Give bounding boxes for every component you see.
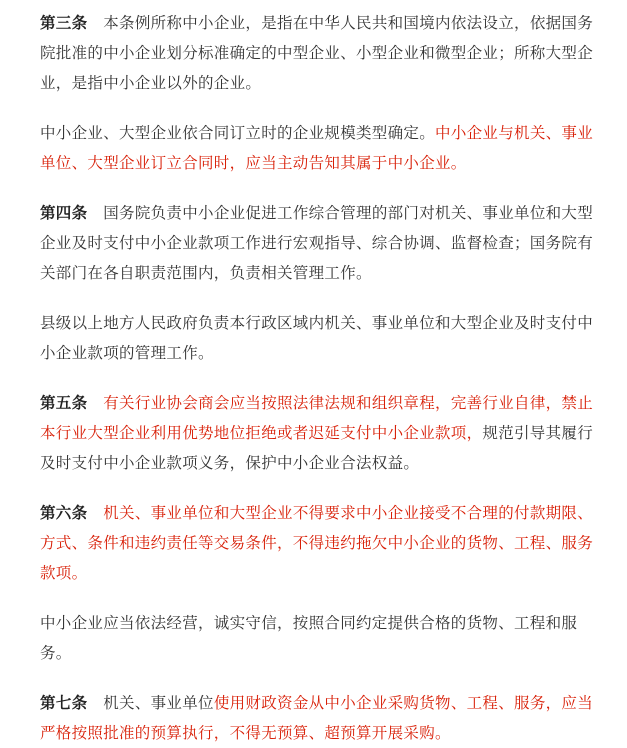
paragraph-text: 机关、事业单位 <box>103 694 214 712</box>
article-number: 第三条 <box>40 14 88 32</box>
paragraph-text: 规范引导其履行及时支付中小企业款项义务，保护中小企业合法权益。 <box>40 424 594 472</box>
paragraph-article-3-contract <box>40 118 607 178</box>
article-number: 第七条 <box>40 694 88 712</box>
paragraph-article-5 <box>40 388 607 478</box>
article-number: 第五条 <box>40 394 88 412</box>
paragraph-article-6-obligation <box>40 608 607 668</box>
highlighted-text: 中小企业与机关、事业单位、大型企业订立合同时，应当主动告知其属于中小企业。 <box>40 124 594 172</box>
highlighted-text: 使用财政资金从中小企业采购货物、工程、服务，应当严格按照批准的预算执行，不得无预算、超预算开展采购。 <box>40 694 594 742</box>
paragraph-article-4 <box>40 198 607 288</box>
paragraph-text: 本条例所称中小企业，是指在中华人民共和国境内依法设立，依据国务院批准的中小企业划分标准确定的中型企业、小型企业和微型企业；所称大型企业，是指中小企业以外的企业。 <box>40 14 594 92</box>
paragraph-text: 中小企业应当依法经营，诚实守信，按照合同约定提供合格的货物、工程和服务。 <box>40 614 578 662</box>
highlighted-text: 机关、事业单位和大型企业不得要求中小企业接受不合理的付款期限、方式、条件和违约责任等交易条件，不得违约拖欠中小企业的货物、工程、服务款项。 <box>40 504 594 582</box>
paragraph-article-4-local <box>40 308 607 368</box>
paragraph-article-6 <box>40 498 607 588</box>
paragraph-text: 中小企业、大型企业依合同订立时的企业规模类型确定。 <box>40 124 436 142</box>
highlighted-text: 有关行业协会商会应当按照法律法规和组织章程，完善行业自律，禁止本行业大型企业利用优势地位拒绝或者迟延支付中小企业款项， <box>40 394 594 442</box>
paragraph-text: 县级以上地方人民政府负责本行政区域内机关、事业单位和大型企业及时支付中小企业款项的管理工作。 <box>40 314 594 362</box>
paragraph-article-7 <box>40 688 607 748</box>
article-number: 第六条 <box>40 504 88 522</box>
paragraph-text: 国务院负责中小企业促进工作综合管理的部门对机关、事业单位和大型企业及时支付中小企业款项工作进行宏观指导、综合协调、监督检查；国务院有关部门在各自职责范围内，负责相关管理工作。 <box>40 204 594 282</box>
article-number: 第四条 <box>40 204 88 222</box>
paragraph-article-3 <box>40 8 607 98</box>
